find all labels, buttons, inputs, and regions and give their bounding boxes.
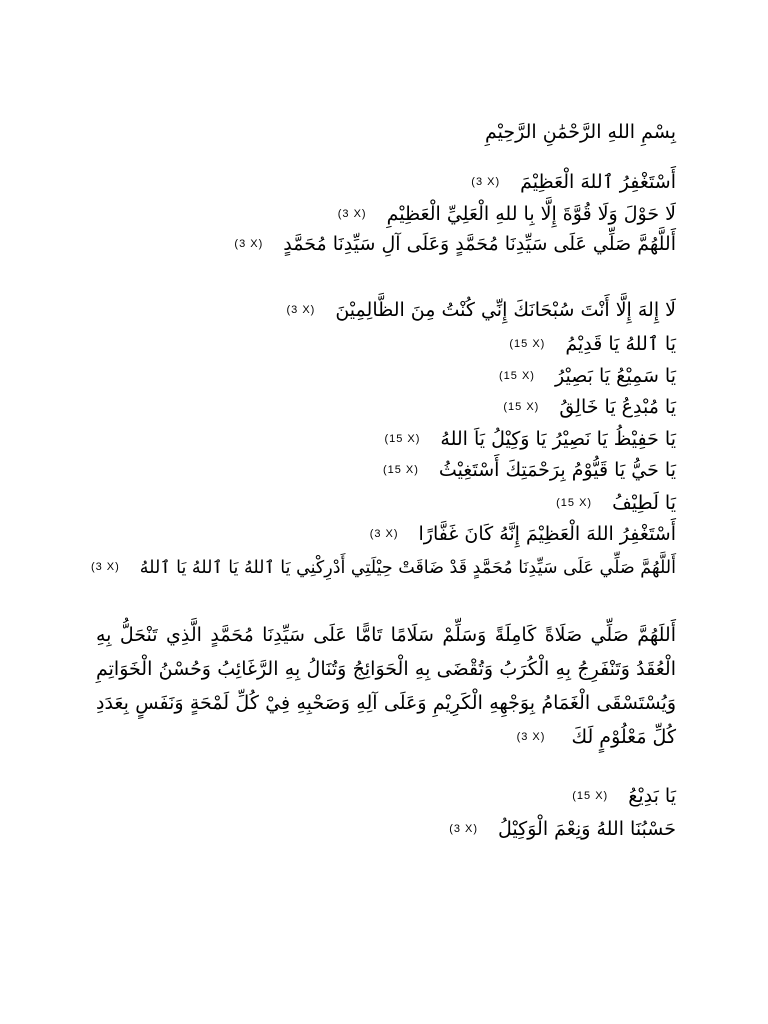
repetition-count: (3 X) bbox=[369, 528, 399, 540]
repetition-count: (3 X) bbox=[90, 561, 120, 573]
dhikr-text: أَسْتَغْفِرُ ٱللهَ الْعَظِيْمَ bbox=[520, 171, 676, 193]
dhikr-text: أَللَّهُمَّ صَلِّي عَلَى سَيِّدِنَا مُحَمَّدٍ وَعَلَى آلِ سَيِّدِنَا مُحَمَّدٍ bbox=[283, 233, 676, 255]
dhikr-line bbox=[449, 815, 676, 843]
repetition-count: (3 X) bbox=[286, 304, 316, 316]
salawat-paragraph bbox=[96, 618, 676, 754]
dhikr-line bbox=[471, 168, 676, 196]
dhikr-text: حَسْبُنَا اللهُ وَنِعْمَ الْوَكِيْلُ bbox=[498, 818, 676, 840]
salawat-text: أَللَهُمَّ صَلِّي صَلَاةً كَامِلَةً وَسَلِّمْ سَلَامًا تَامًّا عَلَى سَيِّدِنَا مُحَمَّدٍ الَّذِي تَنْحَلُّ بِهِ الْعُقَدُ وَتَنْفَرِجُ بِهِ الْكُرَبُ وَتُقْضَى بِهِ الْحَوَائِجُ وَتُنَالُ بِهِ الرَّغَائِبُ وَحُسْنُ الْخَوَاتِمِ وَيُسْتَسْقَى الْغَمَامُ بِوَجْهِهِ الْكَرِيْمِ وَعَلَى آلِهِ وَصَحْبِهِ فِيْ كُلِّ لَمْحَةٍ وَنَفَسٍ بِعَدَدِ كُلِّ مَعْلُوْمٍ لَكَ bbox=[96, 624, 676, 748]
repetition-count: (15 X) bbox=[509, 338, 546, 350]
repetition-count: (15 X) bbox=[572, 790, 609, 802]
dhikr-line bbox=[383, 456, 676, 484]
dhikr-text: أَللَّهُمَّ صَلِّي عَلَى سَيِّدِنَا مُحَمَّدٍ قَدْ ضَاقَتْ حِيْلَتِي أَدْرِكْنِي يَا ٱللهُ يَا ٱللهُ يَا ٱللهُ bbox=[139, 558, 676, 578]
dhikr-text: يَا حَفِيْظُ يَا نَصِيْرُ يَا وَكِيْلُ يَاَ اللهُ bbox=[440, 428, 676, 450]
repetition-count: (15 X) bbox=[499, 370, 535, 382]
dhikr-text: يَا مُبْدِعُ يَا خَالِقُ bbox=[559, 396, 676, 418]
dhikr-line bbox=[91, 553, 676, 581]
dhikr-text: أَسْتَغْفِرُ اللهَ الْعَظِيْمَ إِنَّهُ كَانَ غَفَّارًا bbox=[418, 523, 676, 545]
dhikr-line bbox=[370, 520, 676, 548]
dhikr-line bbox=[503, 393, 676, 421]
dhikr-line bbox=[572, 782, 676, 810]
dhikr-line bbox=[384, 425, 676, 453]
bismillah-text: بِسْمِ اللهِ الرَّحْمَٰنِ الرَّحِيْمِ bbox=[485, 121, 676, 143]
dhikr-line bbox=[287, 296, 677, 324]
dhikr-text: يَا سَمِيْعُ يَا بَصِيْرُ bbox=[554, 365, 676, 387]
dhikr-line bbox=[234, 230, 676, 258]
dhikr-text: يَا بَدِيْعُ bbox=[628, 785, 676, 807]
repetition-count: (3 X) bbox=[516, 731, 546, 743]
repetition-count: (3 X) bbox=[449, 823, 479, 835]
bismillah-heading bbox=[485, 118, 676, 146]
dhikr-text: لَا إِلهَ إِلَّا أَنْتَ سُبْحَانَكَ إِنِّي كُنْتُ مِنَ الظَّالِمِيْنَ bbox=[335, 299, 676, 321]
repetition-count: (15 X) bbox=[382, 464, 419, 476]
repetition-count: (3 X) bbox=[471, 176, 501, 188]
dhikr-text: يَا ٱللهُ يَا قَدِيْمُ bbox=[565, 333, 676, 355]
dhikr-line bbox=[509, 330, 676, 358]
dhikr-text: لَا حَوْلَ وَلَا قُوَّةَ إِلَّا بِا للهِ الْعَلِيِّ الْعَظِيْمِ bbox=[386, 203, 676, 225]
dhikr-text: يَا لَطِيْفُ bbox=[612, 492, 676, 514]
repetition-count: (15 X) bbox=[384, 433, 421, 445]
repetition-count: (15 X) bbox=[503, 401, 540, 413]
repetition-count: (3 X) bbox=[234, 238, 264, 250]
repetition-count: (15 X) bbox=[556, 497, 593, 509]
repetition-count: (3 X) bbox=[337, 208, 367, 220]
dhikr-line bbox=[338, 200, 676, 228]
dhikr-text: يَا حَيُّ يَا قَيُّوْمُ بِرَحْمَتِكَ أَسْتَغِيْثُ bbox=[438, 459, 676, 481]
dhikr-line bbox=[556, 489, 676, 517]
dhikr-line bbox=[499, 362, 676, 390]
